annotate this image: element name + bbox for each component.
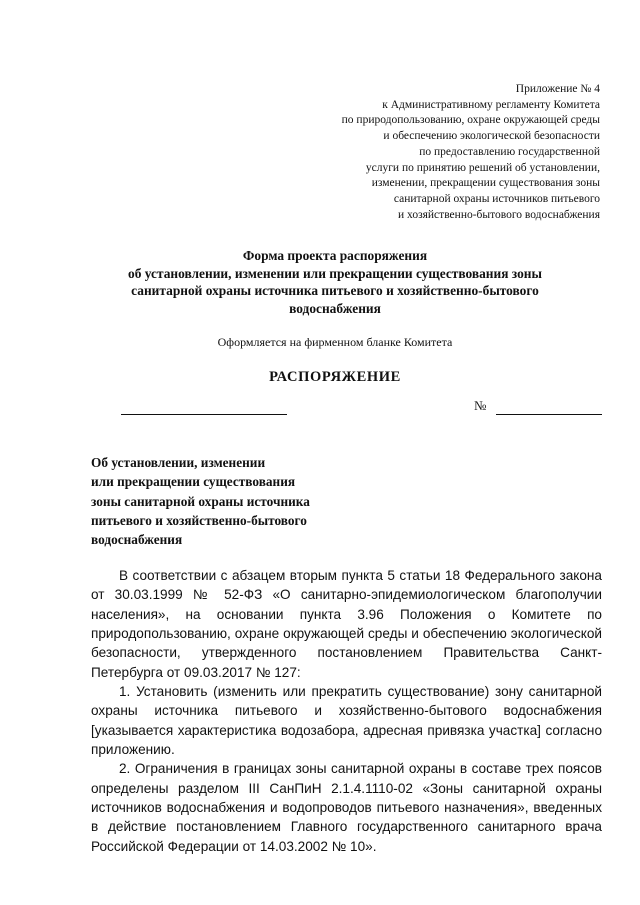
form-title-line: об установлении, изменении или прекращении существования зоны xyxy=(128,265,542,281)
order-subject xyxy=(91,453,391,549)
date-blank-line xyxy=(121,404,287,415)
letterhead-note: Оформляется на фирменном бланке Комитета xyxy=(217,335,453,349)
appendix-block xyxy=(270,82,600,223)
order-heading: РАСПОРЯЖЕНИЕ xyxy=(269,369,401,385)
form-title-line: Форма проекта распоряжения xyxy=(242,248,428,263)
appendix-line: и обеспечению экологической безопасности xyxy=(383,130,600,143)
appendix-line: услуги по принятию решений об установлении, xyxy=(365,161,600,174)
appendix-line: санитарной охраны источников питьевого xyxy=(393,192,600,205)
subject-line: зоны санитарной охраны источника xyxy=(91,493,310,509)
subject-line: водоснабжения xyxy=(91,532,183,548)
form-title-line: санитарной охраны источника питьевого и хозяйственно-бытового xyxy=(131,283,539,299)
subject-line: питьевого и хозяйственно-бытового xyxy=(91,512,307,528)
appendix-line: Приложение № 4 xyxy=(515,83,600,95)
order-body xyxy=(91,566,602,856)
form-title xyxy=(70,247,600,317)
form-title-line: водоснабжения xyxy=(289,300,381,316)
body-paragraph-preamble: В соответствии с абзацем вторым пункта 5 статьи 18 Федерального закона от 30.03.1999 № 52-ФЗ «О санитарно-эпидемиологическом благополучии населения», на основании пункта 3.96 Положения о Комитете по природопользованию, охране окружающей среды и обеспечению экологической безопасности, утвержденного постановлением Правительства Санкт-Петербурга от 09.03.2017 № 127: xyxy=(91,568,602,680)
appendix-line: изменении, прекращении существования зоны xyxy=(371,177,600,190)
body-paragraph-item-1: 1. Установить (изменить или прекратить существование) зону санитарной охраны источника питьевого и хозяйственно-бытового водоснабжения [указывается характеристика водозабора, адресная привязка участка] согласно приложению. xyxy=(91,684,602,758)
subject-line: Об установлении, изменении xyxy=(91,455,266,470)
subject-line: или прекращении существования xyxy=(91,474,296,490)
number-blank-line xyxy=(496,404,602,415)
body-paragraph-item-2: 2. Ограничения в границах зоны санитарной охраны в составе трех поясов определены разделом III СанПиН 2.1.4.1110-02 «Зоны санитарной охраны источников водоснабжения и водопроводов питьевого назначения», введенных в действие постановлением Главного государственного санитарного врача Российской Федерации от 14.03.2002 № 10». xyxy=(91,761,602,854)
appendix-line: к Административному регламенту Комитета xyxy=(382,98,600,111)
appendix-line: и хозяйственно-бытового водоснабжения xyxy=(397,208,600,221)
number-label: № xyxy=(474,398,487,413)
appendix-line: по природопользованию, охране окружающей среды xyxy=(341,114,600,127)
appendix-line: по предоставлению государственной xyxy=(419,145,600,158)
